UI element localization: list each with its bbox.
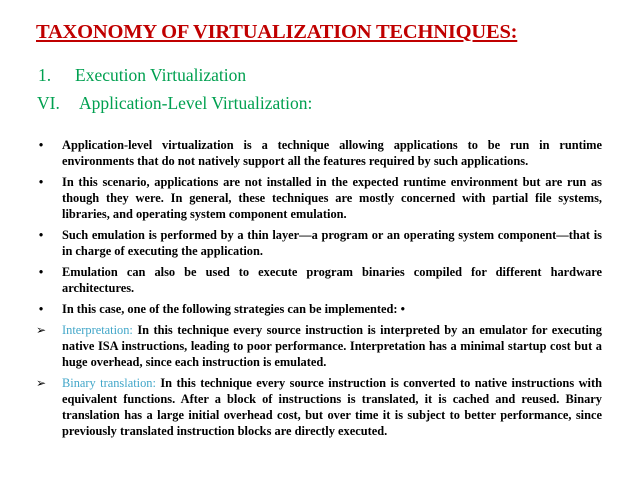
section-heading (38, 65, 246, 86)
section-title: Execution Virtualization (75, 65, 247, 85)
bullet-marker: • (38, 228, 44, 242)
bullet-list (30, 137, 602, 444)
subsection-number: VI. (37, 93, 60, 113)
list-item (30, 264, 602, 296)
bullet-text: In this case, one of the following strategies can be implemented: • (62, 302, 405, 316)
arrow-bullet-icon: ➢ (35, 376, 47, 390)
bullet-text: Such emulation is performed by a thin layer—a program or an operating system component—that is in charge of executing the application. (62, 228, 602, 258)
list-item (30, 375, 602, 439)
term-interpretation: Interpretation: (62, 323, 133, 337)
list-item (30, 227, 602, 259)
bullet-marker: • (38, 138, 44, 152)
bullet-text: In this technique every source instruction is interpreted by an emulator for executing native ISA instructions, leading to poor performance. Interpretation has a minimal startup cost but a huge overhead, since each instruction is emulated. (62, 323, 602, 369)
bullet-marker: • (38, 302, 44, 316)
bullet-marker: • (38, 175, 44, 189)
bullet-text: In this scenario, applications are not installed in the expected runtime environment but are run as though they were. In general, these techniques are mostly concerned with partial file systems, libraries, and operating system component emulation. (62, 175, 602, 221)
bullet-text: Emulation can also be used to execute program binaries compiled for different hardware architectures. (62, 265, 602, 295)
slide-title: TAXONOMY OF VIRTUALIZATION TECHNIQUES: (36, 21, 518, 43)
term-binary-translation: Binary translation: (62, 376, 156, 390)
list-item (30, 322, 602, 370)
list-item (30, 301, 602, 317)
bullet-text: In this technique every source instruction is converted to native instructions with equivalent functions. After a block of instructions is translated, it is cached and reused. Binary translation has a large initial overhead cost, but over time it is subject to better performance, since previously translated instruction blocks are directly executed. (62, 376, 602, 438)
section-number: 1. (38, 65, 52, 85)
subsection-title: Application-Level Virtualization: (79, 93, 313, 113)
subsection-heading (37, 93, 312, 114)
list-item (30, 137, 602, 169)
arrow-bullet-icon: ➢ (35, 323, 47, 337)
list-item (30, 174, 602, 222)
bullet-marker: • (38, 265, 44, 279)
bullet-text: Application-level virtualization is a technique allowing applications to be run in runtime environments that do not natively support all the features required by such applications. (62, 138, 602, 168)
